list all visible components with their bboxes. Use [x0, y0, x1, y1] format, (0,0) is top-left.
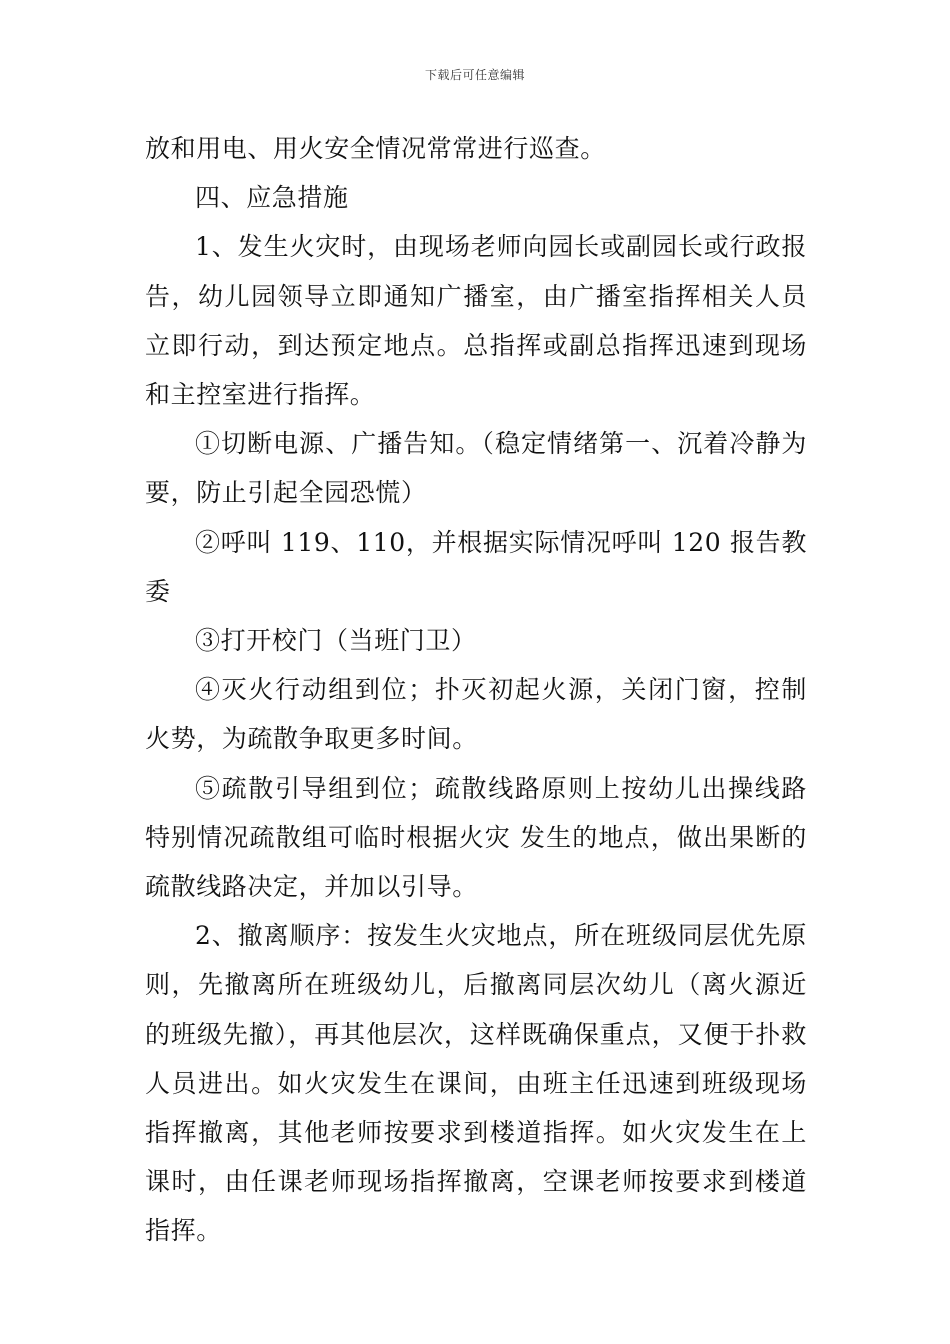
- section-heading-emergency-measures: 四、应急措施: [195, 183, 349, 213]
- page-header: 下载后可任意编辑: [424, 68, 525, 82]
- step-cut-power: ①切断电源、广播告知。（稳定情绪第一、沉着冷静为要，防止引起全园恐慌）: [145, 429, 807, 508]
- step-call-emergency: ②呼叫 119、110，并根据实际情况呼叫 120 报告教委: [145, 527, 807, 606]
- step-evacuation-guide: ⑤疏散引导组到位；疏散线路原则上按幼儿出操线路特别情况疏散组可临时根据火灾 发生的地点，做出果断的疏散线路决定，并加以引导。: [145, 773, 807, 902]
- step-firefighting-team: ④灭火行动组到位；扑灭初起火源，关闭门窗，控制火势，为疏散争取更多时间。: [145, 675, 807, 754]
- document-body: [145, 124, 807, 1256]
- paragraph-continuation: 放和用电、用火安全情况常常进行巡查。: [145, 134, 606, 163]
- paragraph-evacuation-order: 2、撤离顺序：按发生火灾地点，所在班级同层优先原则，先撤离所在班级幼儿，后撤离同层次幼儿（离火源近的班级先撤），再其他层次，这样既确保重点，又便于扑救人员进出。如火灾发生在课间，由班主任迅速到班级现场指挥撤离，其他老师按要求到楼道指挥。如火灾发生在上课时，由任课老师现场指挥撤离，空课老师按要求到楼道指挥。: [145, 921, 807, 1246]
- paragraph-fire-report: 1、发生火灾时，由现场老师向园长或副园长或行政报告，幼儿园领导立即通知广播室，由广播室指挥相关人员立即行动，到达预定地点。总指挥或副总指挥迅速到现场和主控室进行指挥。: [145, 232, 807, 410]
- step-open-gate: ③打开校门（当班门卫）: [195, 626, 477, 656]
